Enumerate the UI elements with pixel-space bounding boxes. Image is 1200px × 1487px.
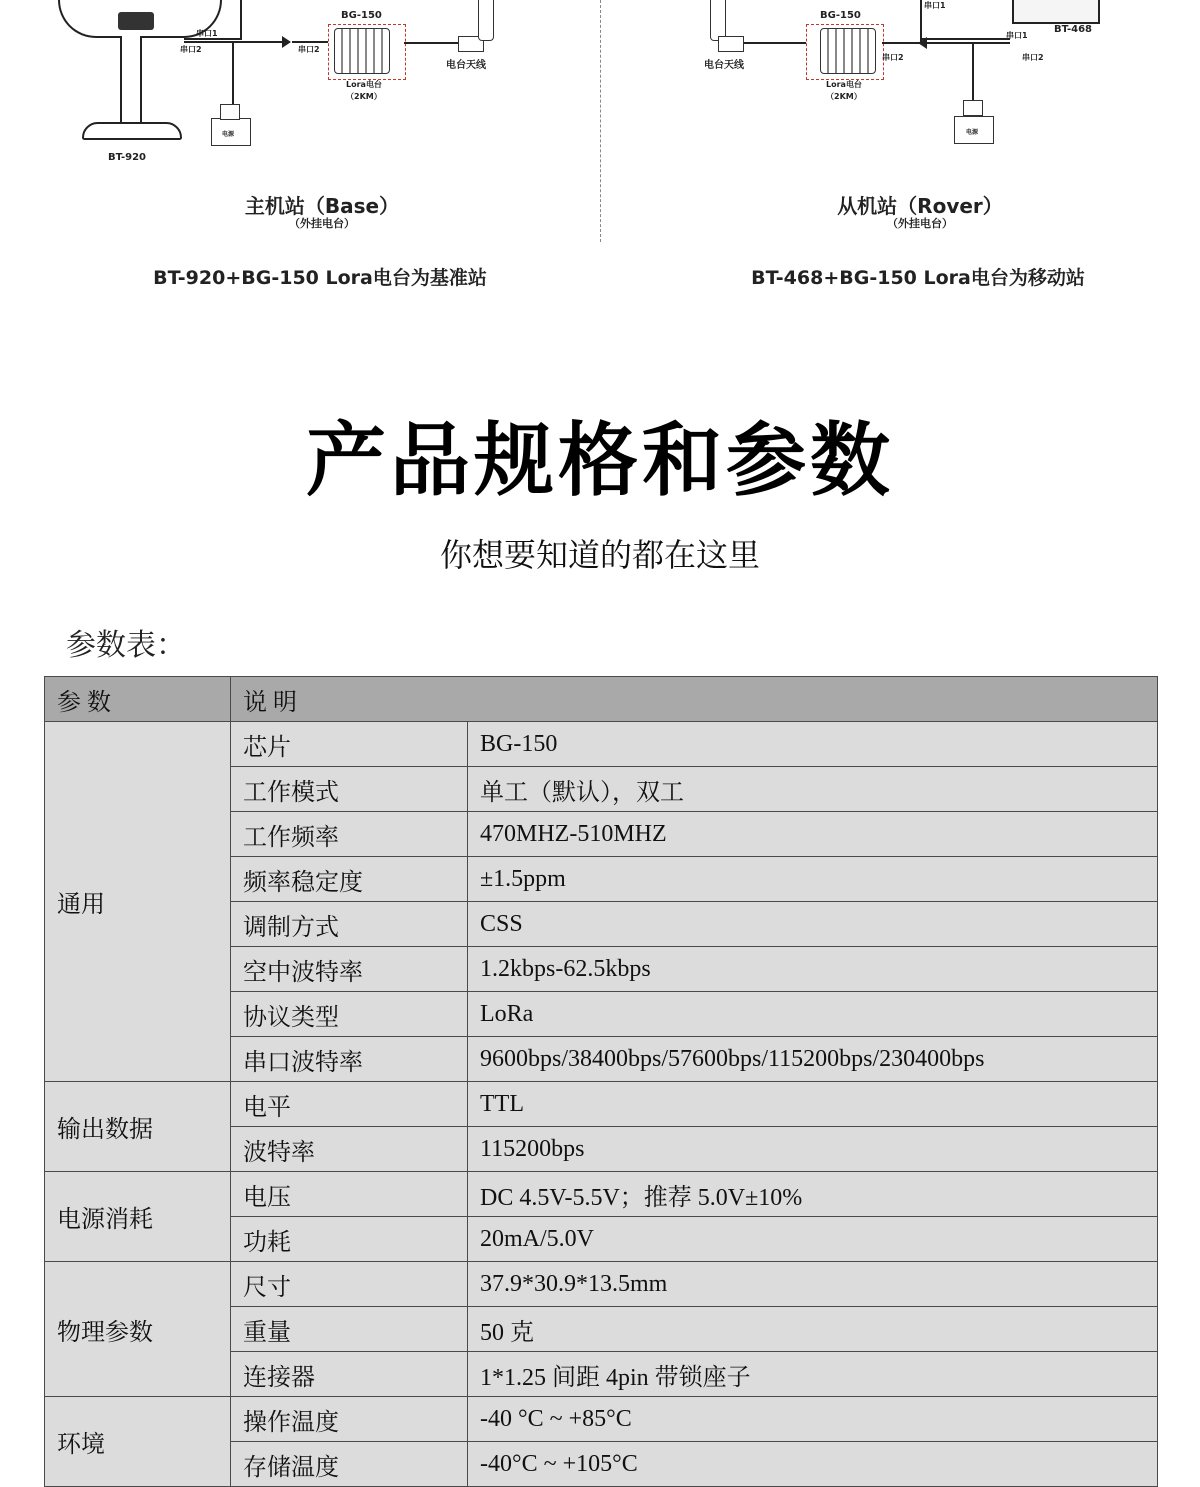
base-radio-range: （2KM）: [346, 92, 382, 101]
base-caption: BT-920+BG-150 Lora电台为基准站: [153, 267, 487, 289]
rover-port1-label-a: 串口1: [924, 1, 946, 10]
param-key: 工作模式: [231, 767, 468, 812]
rover-title: 从机站（Rover）: [837, 194, 1003, 218]
base-subtitle: （外挂电台）: [289, 217, 355, 230]
param-key: 协议类型: [231, 992, 468, 1037]
group-cell: 环境: [45, 1397, 231, 1487]
table-label: 参数表：: [66, 628, 186, 663]
base-power-label: 电源: [222, 131, 235, 138]
param-key: 电平: [231, 1082, 468, 1127]
param-key: 操作温度: [231, 1397, 468, 1442]
group-cell: 电源消耗: [45, 1172, 231, 1262]
rover-receiver-device: [1012, 0, 1100, 24]
rover-port1-label-b: 串口1: [1006, 31, 1028, 40]
param-value: 115200bps: [468, 1127, 1158, 1172]
rover-subtitle: （外挂电台）: [887, 217, 953, 230]
base-wire-port1: [184, 38, 240, 40]
param-value: -40 °C ~ +85°C: [468, 1397, 1158, 1442]
base-device-label: BT-920: [108, 152, 146, 163]
param-key: 空中波特率: [231, 947, 468, 992]
spec-table: [44, 676, 1158, 1487]
param-value: CSS: [468, 902, 1158, 947]
base-wire-port1-up: [240, 0, 242, 40]
table-row: [45, 1397, 1158, 1442]
base-radio-module-icon: [334, 28, 390, 74]
param-value: 50 克: [468, 1307, 1158, 1352]
rover-radio-module-icon: [820, 28, 876, 74]
base-arrow-icon: [282, 36, 291, 48]
param-key: 电压: [231, 1172, 468, 1217]
rover-device-label: BT-468: [1054, 24, 1092, 35]
table-row: [45, 1262, 1158, 1307]
param-key: 功耗: [231, 1217, 468, 1262]
rover-radio-range: （2KM）: [826, 92, 862, 101]
base-port2-label-a: 串口2: [180, 45, 202, 54]
rover-antenna-label: 电台天线: [704, 60, 744, 71]
base-tripod-foot: [82, 122, 182, 140]
header-desc: 说 明: [231, 677, 1158, 722]
param-value: 1*1.25 间距 4pin 带锁座子: [468, 1352, 1158, 1397]
param-key: 存储温度: [231, 1442, 468, 1487]
param-key: 尺寸: [231, 1262, 468, 1307]
param-key: 工作频率: [231, 812, 468, 857]
page-subtitle: 你想要知道的都在这里: [439, 536, 760, 574]
base-wire-port2: [184, 41, 284, 43]
base-antenna-label: 电台天线: [446, 60, 486, 71]
diagram-divider: [600, 0, 601, 242]
param-key: 调制方式: [231, 902, 468, 947]
base-wire-power: [232, 42, 234, 104]
param-key: 重量: [231, 1307, 468, 1352]
base-title: 主机站（Base）: [244, 194, 400, 218]
param-key: 串口波特率: [231, 1037, 468, 1082]
rover-caption: BT-468+BG-150 Lora电台为移动站: [751, 267, 1085, 289]
rover-power-label: 电源: [966, 129, 979, 136]
base-battery-terminal: [220, 104, 240, 120]
group-cell: 通用: [45, 722, 231, 1082]
param-value: LoRa: [468, 992, 1158, 1037]
rover-wire-power: [972, 42, 974, 104]
page-title: 产品规格和参数: [306, 414, 894, 507]
param-key: 连接器: [231, 1352, 468, 1397]
header-param: 参 数: [45, 677, 231, 722]
param-value: 20mA/5.0V: [468, 1217, 1158, 1262]
param-key: 芯片: [231, 722, 468, 767]
param-key: 波特率: [231, 1127, 468, 1172]
base-tripod-pole: [120, 36, 142, 126]
param-value: 1.2kbps-62.5kbps: [468, 947, 1158, 992]
base-radio-label: BG-150: [341, 10, 382, 21]
base-port1-label: 串口1: [196, 29, 218, 38]
param-value: DC 4.5V-5.5V；推荐 5.0V±10%: [468, 1172, 1158, 1217]
base-port2-label-b: 串口2: [298, 45, 320, 54]
rover-wire-to-device: [882, 42, 1010, 44]
rover-wire-port1-h: [920, 38, 1010, 40]
param-value: BG-150: [468, 722, 1158, 767]
base-antenna-icon: [478, 0, 494, 41]
rover-battery-terminal: [963, 100, 983, 116]
rover-antenna-connector: [718, 36, 744, 52]
table-header-row: [45, 677, 1158, 722]
rover-wire-port1: [920, 0, 922, 42]
param-value: ±1.5ppm: [468, 857, 1158, 902]
rover-port2-label-b: 串口2: [1022, 53, 1044, 62]
base-receiver-connector: [118, 12, 154, 30]
rover-radio-name: Lora电台: [826, 80, 862, 89]
rover-antenna-icon: [710, 0, 726, 41]
table-row: [45, 1172, 1158, 1217]
base-wire-antenna: [404, 42, 460, 44]
table-row: [45, 1082, 1158, 1127]
rover-radio-label: BG-150: [820, 10, 861, 21]
base-wire-to-radio: [292, 41, 328, 43]
rover-wire-antenna: [744, 42, 808, 44]
param-value: 单工（默认），双工: [468, 767, 1158, 812]
param-value: 470MHZ-510MHZ: [468, 812, 1158, 857]
table-row: [45, 722, 1158, 767]
rover-port2-label-a: 串口2: [882, 53, 904, 62]
param-value: 37.9*30.9*13.5mm: [468, 1262, 1158, 1307]
param-value: 9600bps/38400bps/57600bps/115200bps/230400bps: [468, 1037, 1158, 1082]
group-cell: 输出数据: [45, 1082, 231, 1172]
base-radio-name: Lora电台: [346, 80, 382, 89]
param-key: 频率稳定度: [231, 857, 468, 902]
param-value: -40°C ~ +105°C: [468, 1442, 1158, 1487]
group-cell: 物理参数: [45, 1262, 231, 1397]
param-value: TTL: [468, 1082, 1158, 1127]
